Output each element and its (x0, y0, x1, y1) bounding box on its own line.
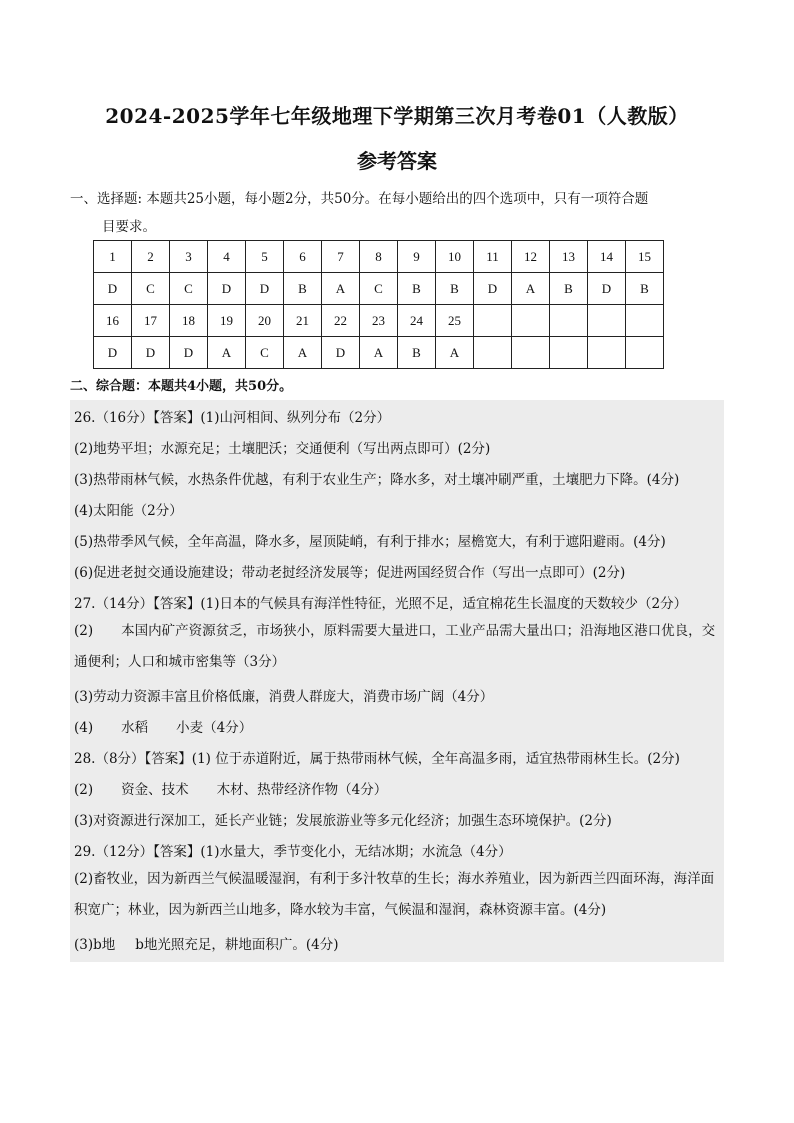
table-cell: 20 (246, 305, 284, 337)
table-cell: A (208, 337, 246, 369)
q29-answer-2: (2)畜牧业，因为新西兰气候温暖湿润，有利于多汁牧草的生长；海水养殖业，因为新西兰四面环海，海洋面积宽广；林业，因为新西兰山地多，降水较为丰富，气候温和湿润，森林资源丰富。(4分) (74, 871, 715, 918)
page-title: 2024-2025学年七年级地理下学期第三次月考卷01（人教版） (105, 104, 689, 128)
table-cell: 15 (626, 241, 664, 273)
table-row-answers-2 (94, 337, 664, 369)
table-cell: 25 (436, 305, 474, 337)
table-cell: A (322, 273, 360, 305)
table-cell: 19 (208, 305, 246, 337)
q27-answer-2 (74, 616, 722, 678)
table-cell: 12 (512, 241, 550, 273)
table-cell: 11 (474, 241, 512, 273)
q27-head: 27.（14分）【答案】(1)日本的气候具有海洋性特征，光照不足，适宜棉花生长温度的天数较少（2分） (74, 596, 688, 612)
table-cell: 10 (436, 241, 474, 273)
table-cell: C (170, 273, 208, 305)
table-cell: 14 (588, 241, 626, 273)
table-cell (474, 337, 512, 369)
table-cell: 3 (170, 241, 208, 273)
q28-head: 28.（8分）【答案】(1) 位于赤道附近，属于热带雨林气候，全年高温多雨，适宜热带雨林生长。(2分) (74, 751, 680, 767)
section-1-intro (70, 185, 730, 241)
table-cell (474, 305, 512, 337)
table-cell (626, 305, 664, 337)
table-cell: A (360, 337, 398, 369)
table-cell: A (512, 273, 550, 305)
q27-answer-4-b: 小麦（4分） (176, 720, 253, 736)
q27-answer-4-number: (4) (74, 720, 94, 736)
q26-answer-4: (4)太阳能（2分） (74, 503, 183, 519)
table-cell: A (436, 337, 474, 369)
table-row-answers-1 (94, 273, 664, 305)
q27-answer-4-a: 水稻 (121, 720, 149, 736)
q26-head: 26.（16分）【答案】(1)山河相间、纵列分布（2分） (74, 410, 391, 426)
q26-answer-3: (3)热带雨林气候，水热条件优越，有利于农业生产；降水多，对土壤冲刷严重，土壤肥力下降。(4分) (74, 472, 680, 488)
q27-answer-2-number: (2) (74, 623, 94, 639)
table-cell: D (94, 337, 132, 369)
table-cell: B (398, 273, 436, 305)
table-cell: B (284, 273, 322, 305)
q28-answer-2-b: 木材、热带经济作物（4分） (216, 782, 388, 798)
q29-head: 29.（12分）【答案】(1)水量大，季节变化小，无结冰期；水流急（4分） (74, 844, 512, 860)
q27-answer-2-text: 本国内矿产资源贫乏，市场狭小，原料需要大量进口，工业产品需大量出口；沿海地区港口优良，交通便利；人口和城市密集等（3分） (74, 623, 716, 670)
answers-block (70, 400, 724, 962)
q28-answer-2-number: (2) (74, 782, 94, 798)
table-row-numbers-2 (94, 305, 664, 337)
table-cell: D (94, 273, 132, 305)
section-1-intro-line1: 一、选择题: 本题共25小题，每小题2分，共50分。在每小题给出的四个选项中，只有一项符合题 (70, 191, 649, 207)
page-subtitle: 参考答案 (357, 149, 437, 173)
table-cell: D (208, 273, 246, 305)
q29-answer-3-b: b地光照充足，耕地面积广。(4分) (135, 937, 339, 953)
table-cell: D (170, 337, 208, 369)
table-cell: 16 (94, 305, 132, 337)
table-cell: C (360, 273, 398, 305)
table-cell: 22 (322, 305, 360, 337)
table-cell: C (246, 337, 284, 369)
table-cell: B (436, 273, 474, 305)
table-cell (588, 337, 626, 369)
table-cell (512, 305, 550, 337)
section-1-intro-line2: 目要求。 (102, 219, 156, 235)
q29-answer-3 (74, 933, 722, 953)
table-cell: D (474, 273, 512, 305)
table-cell: 7 (322, 241, 360, 273)
table-cell: 23 (360, 305, 398, 337)
q27-answer-3: (3)劳动力资源丰富且价格低廉，消费人群庞大，消费市场广阔（4分） (74, 689, 494, 705)
q28-answer-2-a: 资金、技术 (121, 782, 189, 798)
answer-table (93, 240, 664, 369)
table-cell: C (132, 273, 170, 305)
q28-answer-3: (3)对资源进行深加工，延长产业链；发展旅游业等多元化经济；加强生态环境保护。(2分) (74, 813, 612, 829)
table-cell: 4 (208, 241, 246, 273)
table-cell (550, 305, 588, 337)
table-cell: 6 (284, 241, 322, 273)
table-cell: 2 (132, 241, 170, 273)
table-cell: B (398, 337, 436, 369)
table-cell: A (284, 337, 322, 369)
section-2-intro: 二、综合题：本题共4小题，共50分。 (70, 379, 293, 394)
table-cell: 9 (398, 241, 436, 273)
table-cell: B (550, 273, 588, 305)
table-cell: 8 (360, 241, 398, 273)
q26-answer-5: (5)热带季风气候，全年高温，降水多，屋顶陡峭，有利于排水；屋檐宽大，有利于遮阳避雨。(4分) (74, 534, 666, 550)
table-cell (588, 305, 626, 337)
table-cell: D (132, 337, 170, 369)
table-cell: 5 (246, 241, 284, 273)
q26-answer-2: (2)地势平坦；水源充足；土壤肥沃；交通便利（写出两点即可）(2分) (74, 441, 491, 457)
table-cell: 18 (170, 305, 208, 337)
q26-answer-6: (6)促进老挝交通设施建设；带动老挝经济发展等；促进两国经贸合作（写出一点即可）(2分) (74, 565, 626, 581)
q27-answer-4 (74, 716, 722, 736)
table-cell: 21 (284, 305, 322, 337)
table-cell: 17 (132, 305, 170, 337)
table-cell (512, 337, 550, 369)
table-cell: D (322, 337, 360, 369)
q28-answer-2 (74, 778, 722, 798)
table-cell: B (626, 273, 664, 305)
table-cell: D (246, 273, 284, 305)
table-cell: D (588, 273, 626, 305)
table-cell: 1 (94, 241, 132, 273)
table-cell (550, 337, 588, 369)
q29-answer-3-a: (3)b地 (74, 937, 116, 953)
table-cell: 13 (550, 241, 588, 273)
table-row-numbers-1 (94, 241, 664, 273)
table-cell: 24 (398, 305, 436, 337)
table-cell (626, 337, 664, 369)
